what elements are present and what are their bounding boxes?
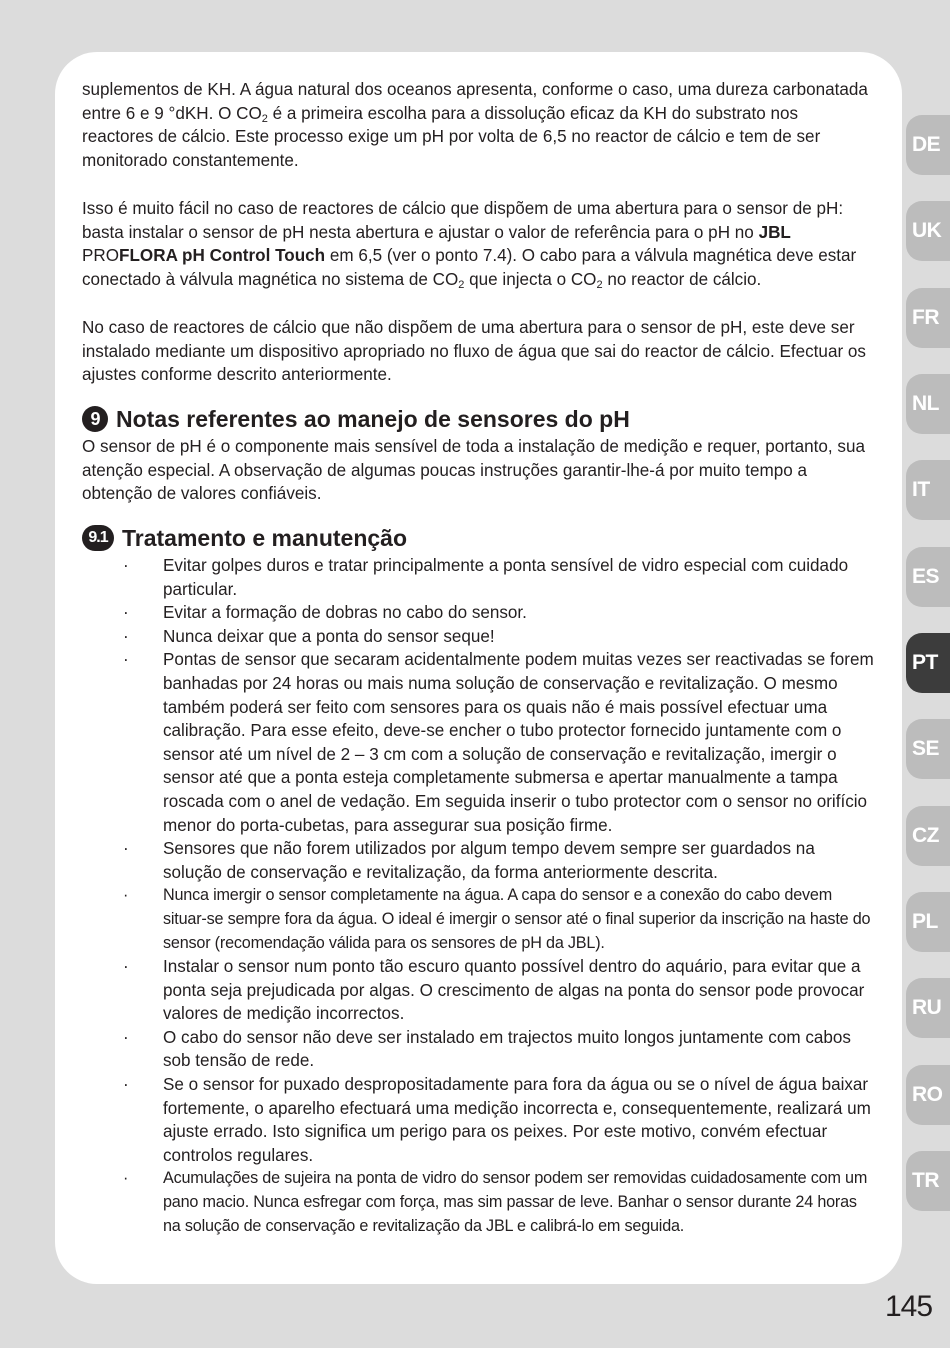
list-item <box>82 625 877 649</box>
bullet: · <box>123 957 129 977</box>
list-item-text: O cabo do sensor não deve ser instalado em trajectos muito longos juntamente com cabos sob tensão de rede. <box>163 1027 851 1071</box>
care-instructions-list <box>82 554 877 1238</box>
text-run: suplementos de KH. A água natural dos oceanos apresenta, conforme o caso, uma dureza carbonatada entre 6 e 9 °dKH. O CO <box>82 80 868 123</box>
language-tab-nl[interactable]: NL <box>906 374 950 434</box>
list-item <box>82 554 877 601</box>
list-item <box>82 1026 877 1073</box>
list-item-text: Se o sensor for puxado despropositadamente para fora da água ou se o nível de água baixar fortemente, o aparelho efectuará uma medição incorrecta e, consequentemente, realizará um ajuste errado. Isto significa um perigo para os peixes. Por este motivo, convém efectuar controlos regulares. <box>163 1075 871 1165</box>
list-item-text: Instalar o sensor num ponto tão escuro quanto possível dentro do aquário, para evitar que a ponta seja prejudicada por algas. O crescimento de algas na ponta do sensor pode provocar valores de medição incorrectos. <box>163 957 865 1024</box>
bullet: · <box>123 886 129 905</box>
section-9-heading <box>82 405 630 433</box>
section-title: Notas referentes ao manejo de sensores do pH <box>116 406 630 432</box>
bullet: · <box>123 556 129 575</box>
list-item <box>82 601 877 625</box>
text-run: no reactor de cálcio. <box>602 269 762 289</box>
brand-pro: PRO <box>82 246 120 266</box>
list-item-text: Nunca imergir o sensor completamente na água. A capa do sensor e a conexão do cabo devem situar-se sempre fora da água. O ideal é imergir o sensor até o final superior da inscrição na haste do sensor (recomendação válida para os sensores de pH da JBL). <box>163 886 871 952</box>
language-tab-pt[interactable]: PT <box>906 633 950 693</box>
list-item <box>82 955 877 1026</box>
brand-jbl: JBL <box>758 222 791 242</box>
list-item <box>82 1073 877 1167</box>
language-tab-it[interactable]: IT <box>906 460 950 520</box>
language-tab-ro[interactable]: RO <box>906 1065 950 1125</box>
language-tab-se[interactable]: SE <box>906 719 950 779</box>
section-number-badge: 9 <box>82 406 108 432</box>
list-item-text: Sensores que não forem utilizados por algum tempo devem sempre ser guardados na solução de conservação e revitalização, da forma anteriormente descrita. <box>163 839 815 882</box>
language-tab-uk[interactable]: UK <box>906 201 950 261</box>
language-tab-tr[interactable]: TR <box>906 1151 950 1211</box>
text-run: que injecta o CO <box>464 269 597 289</box>
section-number-badge: 9.1 <box>82 525 114 551</box>
bullet: · <box>123 1027 129 1047</box>
list-item-text: Evitar golpes duros e tratar principalmente a ponta sensível de vidro especial com cuidado particular. <box>163 556 849 599</box>
intro-paragraph-3: No caso de reactores de cálcio que não dispõem de uma abertura para o sensor de pH, este deve ser instalado mediante um dispositivo apropriado no fluxo de água que sai do reactor de cálcio. Efectuar os ajustes conforme descrito anteriormente. <box>82 318 866 385</box>
bullet: · <box>123 603 129 623</box>
list-item <box>82 884 877 955</box>
language-tab-fr[interactable]: FR <box>906 288 950 348</box>
subscript: 2 <box>458 278 465 291</box>
language-tab-de[interactable]: DE <box>906 115 950 175</box>
list-item-text: Pontas de sensor que secaram acidentalmente podem muitas vezes ser reactivadas se forem banhadas por 24 horas ou mais numa solução de conservação e revitalização. O mesmo também poderá ser feito com sensores para os quais não é mais possível efectuar uma calibração. Para esse efeito, deve-se encher o tubo protector fornecido juntamente com o sensor até um nível de 2 – 3 cm com a solução de conservação e revitalização, imergir o sensor até que a ponta esteja completamente submersa e apertar manualmente a tampa roscada com o anel de vedação. Em seguida inserir o tubo protector com o sensor no orifício menor do porta-cubetas, para assegurar sua posição firme. <box>163 650 874 835</box>
list-item-text: Evitar a formação de dobras no cabo do sensor. <box>163 603 527 623</box>
list-item-text: Acumulações de sujeira na ponta de vidro do sensor podem ser removidas cuidadosamente com um pano macio. Nunca esfregar com força, mas sim passar de leve. Banhar o sensor durante 24 horas na solução de conservação e revitalização da JBL e calibrá-lo em seguida. <box>163 1169 868 1235</box>
language-tab-es[interactable]: ES <box>906 547 950 607</box>
section-9-body: O sensor de pH é o componente mais sensível de toda a instalação de medição e requer, portanto, sua atenção especial. A observação de algumas poucas instruções garantir-lhe-á por muito tempo a obtenção de valores confiáveis. <box>82 437 865 504</box>
list-item-text: Nunca deixar que a ponta do sensor seque! <box>163 626 495 646</box>
list-item <box>82 1167 877 1238</box>
section-9-1-heading <box>82 524 407 552</box>
section-title: Tratamento e manutenção <box>122 525 408 551</box>
bullet: · <box>123 839 129 859</box>
subscript: 2 <box>596 278 603 291</box>
list-item <box>82 648 877 837</box>
list-item <box>82 837 877 884</box>
intro-paragraph-2 <box>82 197 872 291</box>
text-run: em 6,5 (ver o ponto 7.4). O cabo para a válvula magnética deve estar conectado à válvula magnética no sistema de CO <box>82 246 857 289</box>
bullet: · <box>123 1169 129 1188</box>
subscript: 2 <box>261 112 268 125</box>
brand-product: FLORA pH Control Touch <box>119 246 326 266</box>
text-run: Isso é muito fácil no caso de reactores de cálcio que dispõem de uma abertura para o sensor de pH: basta instalar o sensor de pH nesta abertura e ajustar o valor de referência para o pH no <box>82 199 844 242</box>
language-tab-cz[interactable]: CZ <box>906 806 950 866</box>
bullet: · <box>123 1075 129 1095</box>
page-number: 145 <box>885 1290 933 1323</box>
language-tab-pl[interactable]: PL <box>906 892 950 952</box>
intro-paragraph-1 <box>82 78 872 172</box>
language-tab-ru[interactable]: RU <box>906 978 950 1038</box>
bullet: · <box>123 650 129 670</box>
text-run: é a primeira escolha para a dissolução eficaz da KH do substrato nos reactores de cálcio. Este processo exige um pH por volta de 6,5 no reactor de cálcio e tem de ser monitorado constantemente. <box>82 103 821 170</box>
bullet: · <box>123 626 129 646</box>
